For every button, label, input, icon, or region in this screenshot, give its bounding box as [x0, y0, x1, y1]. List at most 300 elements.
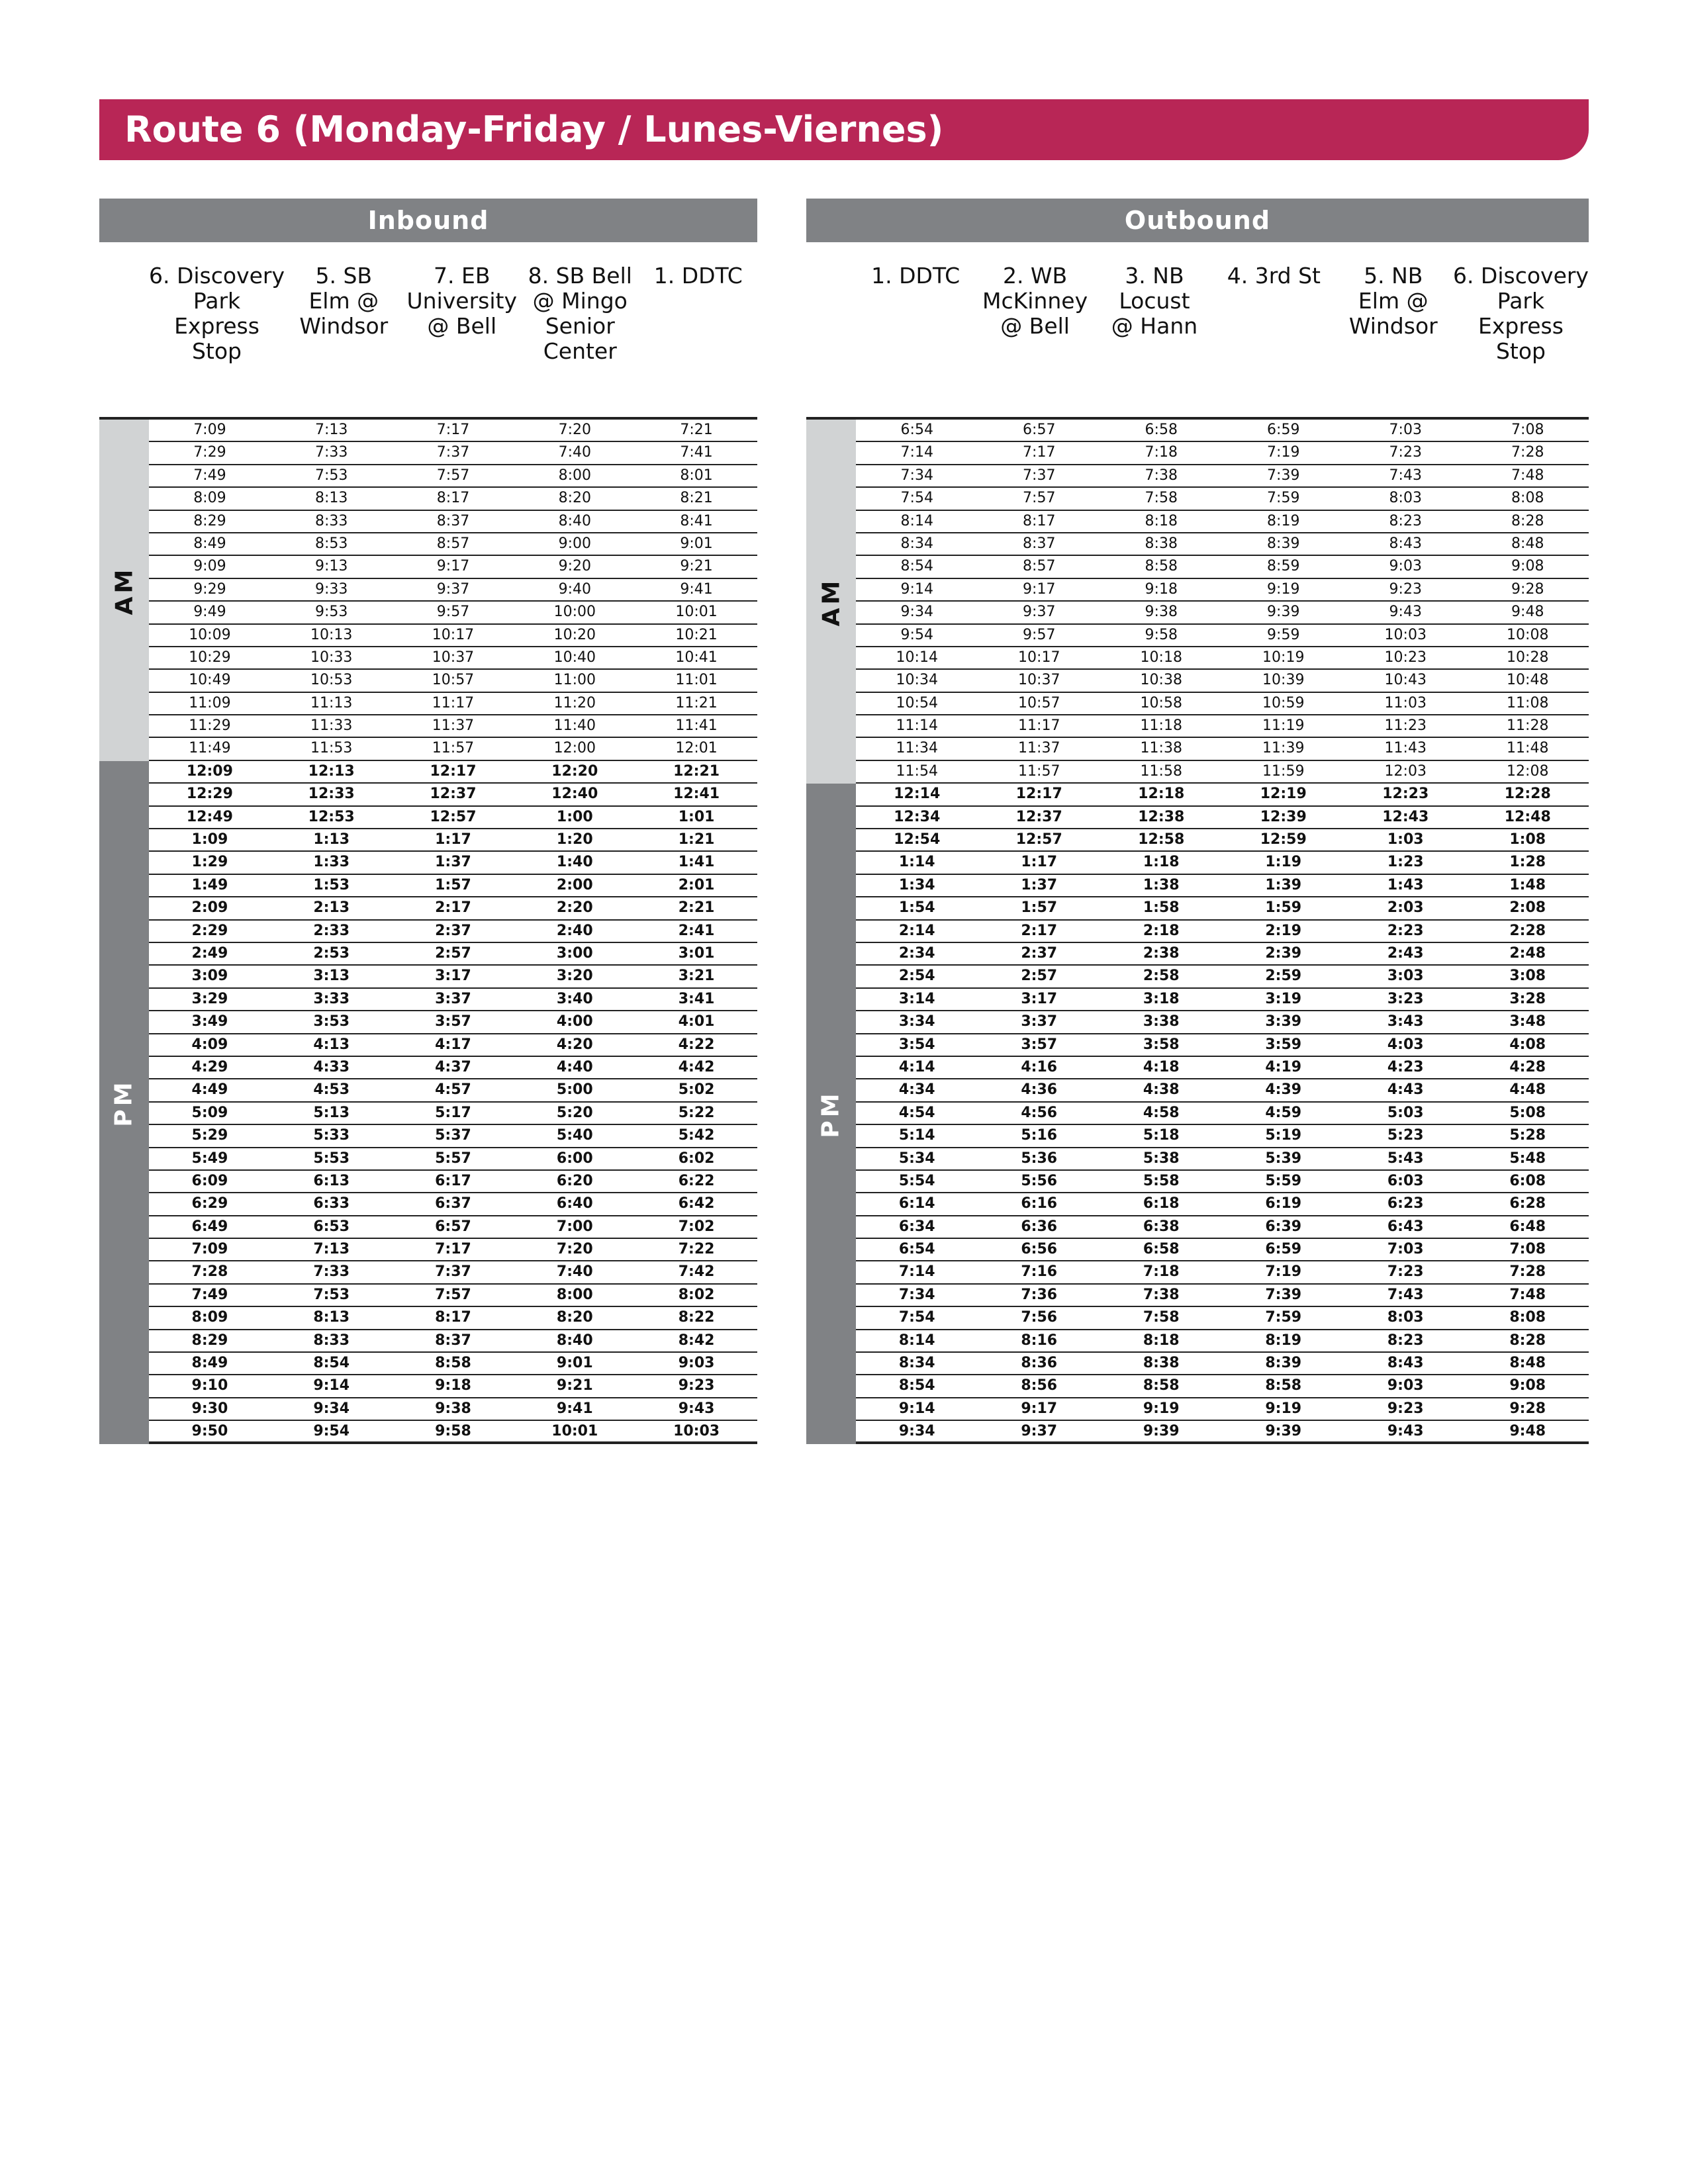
- time-cell: 3:01: [678, 944, 715, 962]
- time-cell: 9:54: [313, 1423, 350, 1440]
- time-cell: 8:13: [313, 1309, 350, 1326]
- trip-row: [856, 875, 1589, 897]
- time-cell: 5:42: [678, 1127, 715, 1144]
- time-cell: 8:20: [558, 490, 591, 507]
- time-cell: 4:53: [313, 1081, 350, 1099]
- time-cell: 11:17: [432, 694, 475, 711]
- time-cell: 8:28: [1509, 1332, 1546, 1349]
- time-cell: 8:54: [900, 558, 933, 575]
- time-cell: 7:28: [1509, 1263, 1546, 1281]
- trip-row: [856, 1171, 1589, 1193]
- time-cell: 4:33: [313, 1058, 350, 1075]
- time-cell: 1:19: [1265, 854, 1302, 871]
- stop-header-line: Stop: [191, 338, 242, 364]
- trip-row: [149, 943, 757, 966]
- time-cell: 5:16: [1021, 1127, 1058, 1144]
- inbound-rows: [149, 420, 757, 1444]
- trip-row: [856, 1285, 1589, 1307]
- time-cell: 9:57: [1023, 626, 1056, 643]
- time-cell: 8:21: [680, 490, 713, 507]
- trip-row: [149, 761, 757, 784]
- time-cell: 4:14: [898, 1058, 935, 1075]
- trip-row: [856, 921, 1589, 943]
- trip-row: [149, 829, 757, 852]
- inbound-pm-label: PM: [99, 761, 149, 1444]
- trip-row: [856, 943, 1589, 966]
- time-cell: 10:00: [553, 604, 596, 621]
- trip-row: [856, 1421, 1589, 1443]
- time-cell: 5:43: [1387, 1150, 1424, 1167]
- time-cell: 7:56: [1021, 1309, 1058, 1326]
- time-cell: 10:03: [1384, 626, 1427, 643]
- time-cell: 10:08: [1507, 626, 1549, 643]
- time-cell: 8:39: [1265, 1355, 1302, 1372]
- time-cell: 5:02: [678, 1081, 715, 1099]
- time-cell: 10:38: [1140, 672, 1182, 689]
- time-cell: 1:54: [898, 899, 935, 917]
- time-cell: 10:19: [1262, 649, 1305, 666]
- stop-header-line: 6. Discovery: [149, 263, 285, 289]
- stop-header: [1334, 263, 1453, 417]
- time-cell: 4:54: [898, 1104, 935, 1121]
- time-cell: 6:00: [556, 1150, 593, 1167]
- time-cell: 10:33: [310, 649, 353, 666]
- time-cell: 7:08: [1509, 1241, 1546, 1258]
- trip-row: [149, 875, 757, 897]
- trip-row: [856, 647, 1589, 670]
- time-cell: 7:02: [678, 1218, 715, 1235]
- time-cell: 6:02: [678, 1150, 715, 1167]
- time-cell: 9:14: [900, 580, 933, 598]
- time-cell: 7:57: [435, 1286, 471, 1303]
- time-cell: 7:57: [436, 467, 470, 484]
- time-cell: 3:21: [678, 968, 715, 985]
- time-cell: 1:39: [1265, 876, 1302, 893]
- stop-header: [1453, 263, 1589, 417]
- time-cell: 7:37: [435, 1263, 471, 1281]
- time-cell: 9:10: [191, 1377, 228, 1394]
- time-cell: 7:09: [191, 1241, 228, 1258]
- trip-row: [149, 465, 757, 488]
- time-cell: 5:08: [1509, 1104, 1546, 1121]
- time-cell: 4:16: [1021, 1058, 1058, 1075]
- time-cell: 1:43: [1387, 876, 1424, 893]
- time-cell: 11:57: [432, 740, 475, 757]
- trip-row: [149, 784, 757, 806]
- stop-header-line: @ Mingo: [532, 288, 628, 314]
- time-cell: 2:37: [1021, 944, 1058, 962]
- time-cell: 8:33: [313, 1332, 350, 1349]
- time-cell: 12:38: [1138, 808, 1185, 825]
- trip-row: [149, 1353, 757, 1375]
- time-cell: 3:48: [1509, 1013, 1546, 1030]
- time-cell: 11:21: [675, 694, 718, 711]
- time-cell: 4:13: [313, 1036, 350, 1053]
- stop-header-line: Senior: [545, 313, 615, 339]
- time-cell: 1:38: [1143, 876, 1180, 893]
- time-cell: 10:49: [189, 672, 231, 689]
- trip-row: [149, 989, 757, 1011]
- trip-row: [856, 1353, 1589, 1375]
- time-cell: 9:29: [193, 580, 226, 598]
- time-cell: 5:48: [1509, 1150, 1546, 1167]
- time-cell: 1:21: [678, 831, 715, 848]
- time-cell: 2:13: [313, 899, 350, 917]
- time-cell: 10:57: [432, 672, 475, 689]
- time-cell: 11:41: [675, 717, 718, 735]
- time-cell: 8:37: [436, 512, 470, 529]
- time-cell: 11:43: [1384, 740, 1427, 757]
- trip-row: [149, 1034, 757, 1057]
- time-cell: 3:17: [435, 968, 471, 985]
- time-cell: 7:18: [1143, 1263, 1180, 1281]
- time-cell: 11:14: [896, 717, 938, 735]
- time-cell: 2:17: [435, 899, 471, 917]
- stop-header-line: Park: [1497, 288, 1545, 314]
- time-cell: 9:59: [1267, 626, 1300, 643]
- trip-row: [149, 1079, 757, 1102]
- time-cell: 2:53: [313, 944, 350, 962]
- time-cell: 9:23: [678, 1377, 715, 1394]
- trip-row: [149, 1011, 757, 1034]
- time-cell: 3:09: [191, 968, 228, 985]
- trip-row: [856, 784, 1589, 806]
- trip-row: [149, 852, 757, 874]
- time-cell: 6:53: [313, 1218, 350, 1235]
- time-cell: 10:18: [1140, 649, 1182, 666]
- time-cell: 7:33: [314, 444, 348, 461]
- time-cell: 11:40: [553, 717, 596, 735]
- time-cell: 8:28: [1511, 512, 1544, 529]
- time-cell: 8:14: [900, 512, 933, 529]
- time-cell: 2:49: [191, 944, 228, 962]
- time-cell: 2:40: [556, 922, 593, 939]
- time-cell: 9:49: [193, 604, 226, 621]
- stop-header: [1214, 263, 1333, 417]
- stop-header-line: 1. DDTC: [653, 263, 743, 289]
- time-cell: 12:59: [1260, 831, 1307, 848]
- time-cell: 10:59: [1262, 694, 1305, 711]
- time-cell: 5:13: [313, 1104, 350, 1121]
- time-cell: 4:17: [435, 1036, 471, 1053]
- time-cell: 3:29: [191, 990, 228, 1007]
- time-cell: 1:53: [313, 876, 350, 893]
- time-cell: 4:58: [1143, 1104, 1180, 1121]
- trip-row: [149, 921, 757, 943]
- trip-row: [856, 1398, 1589, 1421]
- time-cell: 10:21: [675, 626, 718, 643]
- time-cell: 9:38: [1145, 604, 1178, 621]
- time-cell: 12:17: [430, 762, 477, 780]
- time-cell: 9:39: [1143, 1423, 1180, 1440]
- time-cell: 5:23: [1387, 1127, 1424, 1144]
- time-cell: 9:20: [558, 558, 591, 575]
- time-cell: 6:54: [900, 422, 933, 438]
- time-cell: 7:23: [1389, 444, 1422, 461]
- time-cell: 5:19: [1265, 1127, 1302, 1144]
- time-cell: 9:03: [678, 1355, 715, 1372]
- time-cell: 3:17: [1021, 990, 1058, 1007]
- time-cell: 3:43: [1387, 1013, 1424, 1030]
- time-cell: 10:23: [1384, 649, 1427, 666]
- time-cell: 1:09: [191, 831, 228, 848]
- time-cell: 7:28: [1511, 444, 1544, 461]
- time-cell: 9:14: [898, 1400, 935, 1417]
- time-cell: 12:40: [551, 786, 598, 803]
- time-cell: 7:37: [436, 444, 470, 461]
- time-cell: 2:58: [1143, 968, 1180, 985]
- time-cell: 8:48: [1509, 1355, 1546, 1372]
- time-cell: 1:03: [1387, 831, 1424, 848]
- time-cell: 9:48: [1509, 1423, 1546, 1440]
- time-cell: 3:54: [898, 1036, 935, 1053]
- time-cell: 10:01: [551, 1423, 598, 1440]
- time-cell: 3:03: [1387, 968, 1424, 985]
- time-cell: 6:03: [1387, 1172, 1424, 1189]
- time-cell: 8:13: [314, 490, 348, 507]
- time-cell: 5:38: [1143, 1150, 1180, 1167]
- time-cell: 10:58: [1140, 694, 1182, 711]
- time-cell: 8:16: [1021, 1332, 1058, 1349]
- time-cell: 11:19: [1262, 717, 1305, 735]
- time-cell: 6:34: [898, 1218, 935, 1235]
- time-cell: 2:08: [1509, 899, 1546, 917]
- time-cell: 7:42: [678, 1263, 715, 1281]
- time-cell: 6:09: [191, 1172, 228, 1189]
- time-cell: 1:40: [556, 854, 593, 871]
- outbound-pm-label: PM: [806, 784, 856, 1444]
- time-cell: 11:23: [1384, 717, 1427, 735]
- trip-row: [149, 420, 757, 442]
- time-cell: 7:20: [558, 422, 591, 438]
- time-cell: 8:38: [1143, 1355, 1180, 1372]
- time-cell: 10:57: [1018, 694, 1060, 711]
- trip-row: [856, 852, 1589, 874]
- time-cell: 9:17: [1023, 580, 1056, 598]
- time-cell: 2:33: [313, 922, 350, 939]
- time-cell: 2:03: [1387, 899, 1424, 917]
- time-cell: 1:33: [313, 854, 350, 871]
- trip-row: [856, 556, 1589, 578]
- time-cell: 8:14: [898, 1332, 935, 1349]
- time-cell: 9:34: [313, 1400, 350, 1417]
- time-cell: 2:19: [1265, 922, 1302, 939]
- time-cell: 6:56: [1021, 1241, 1058, 1258]
- time-cell: 9:37: [1023, 604, 1056, 621]
- time-cell: 11:37: [1018, 740, 1060, 757]
- time-cell: 8:03: [1387, 1309, 1424, 1326]
- time-cell: 9:08: [1509, 1377, 1546, 1394]
- trip-row: [856, 1125, 1589, 1148]
- time-cell: 2:39: [1265, 944, 1302, 962]
- time-cell: 12:29: [186, 786, 233, 803]
- time-cell: 9:33: [314, 580, 348, 598]
- time-cell: 3:28: [1509, 990, 1546, 1007]
- time-cell: 3:38: [1143, 1013, 1180, 1030]
- time-cell: 9:39: [1265, 1423, 1302, 1440]
- time-cell: 11:49: [189, 740, 231, 757]
- trip-row: [856, 1103, 1589, 1125]
- time-cell: 1:49: [191, 876, 228, 893]
- time-cell: 3:59: [1265, 1036, 1302, 1053]
- time-cell: 8:09: [191, 1309, 228, 1326]
- time-cell: 9:17: [436, 558, 470, 575]
- trip-row: [149, 1125, 757, 1148]
- time-cell: 6:16: [1021, 1195, 1058, 1212]
- time-cell: 11:03: [1384, 694, 1427, 711]
- time-cell: 1:20: [556, 831, 593, 848]
- time-cell: 3:00: [556, 944, 593, 962]
- time-cell: 12:41: [673, 786, 720, 803]
- time-cell: 6:38: [1143, 1218, 1180, 1235]
- time-cell: 6:17: [435, 1172, 471, 1189]
- time-cell: 4:28: [1509, 1058, 1546, 1075]
- time-cell: 7:43: [1389, 467, 1422, 484]
- time-cell: 8:40: [558, 512, 591, 529]
- time-cell: 5:22: [678, 1104, 715, 1121]
- time-cell: 8:48: [1511, 535, 1544, 552]
- time-cell: 12:49: [186, 808, 233, 825]
- time-cell: 9:30: [191, 1400, 228, 1417]
- stop-header-line: @ Bell: [427, 313, 497, 339]
- trip-row: [856, 1216, 1589, 1239]
- time-cell: 7:54: [898, 1309, 935, 1326]
- stop-header-line: 7. EB: [434, 263, 491, 289]
- time-cell: 5:59: [1265, 1172, 1302, 1189]
- stop-header-line: University: [406, 288, 517, 314]
- time-cell: 7:48: [1509, 1286, 1546, 1303]
- trip-row: [149, 602, 757, 624]
- time-cell: 11:18: [1140, 717, 1182, 735]
- time-cell: 6:37: [435, 1195, 471, 1212]
- time-cell: 7:38: [1143, 1286, 1180, 1303]
- stop-header-line: 2. WB: [1002, 263, 1068, 289]
- time-cell: 7:00: [556, 1218, 593, 1235]
- time-cell: 11:29: [189, 717, 231, 735]
- time-cell: 3:57: [1021, 1036, 1058, 1053]
- time-cell: 1:08: [1509, 831, 1546, 848]
- time-cell: 7:14: [900, 444, 933, 461]
- time-cell: 5:00: [556, 1081, 593, 1099]
- time-cell: 9:58: [435, 1423, 471, 1440]
- time-cell: 7:54: [900, 490, 933, 507]
- time-cell: 12:03: [1384, 762, 1427, 780]
- trip-row: [149, 1285, 757, 1307]
- trip-row: [856, 1307, 1589, 1330]
- time-cell: 2:48: [1509, 944, 1546, 962]
- time-cell: 2:34: [898, 944, 935, 962]
- time-cell: 12:08: [1507, 762, 1549, 780]
- time-cell: 8:19: [1265, 1332, 1302, 1349]
- time-cell: 11:54: [896, 762, 938, 780]
- time-cell: 3:19: [1265, 990, 1302, 1007]
- stop-header-line: Center: [543, 338, 617, 364]
- time-cell: 2:23: [1387, 922, 1424, 939]
- time-cell: 6:23: [1387, 1195, 1424, 1212]
- time-cell: 5:49: [191, 1150, 228, 1167]
- time-cell: 7:58: [1145, 490, 1178, 507]
- time-cell: 4:56: [1021, 1104, 1058, 1121]
- time-cell: 8:37: [435, 1332, 471, 1349]
- time-cell: 2:01: [678, 876, 715, 893]
- outbound-timetable: [806, 420, 1589, 1444]
- time-cell: 3:08: [1509, 968, 1546, 985]
- time-cell: 6:59: [1265, 1241, 1302, 1258]
- stop-header: [1095, 263, 1214, 417]
- time-cell: 8:09: [193, 490, 226, 507]
- time-cell: 7:34: [900, 467, 933, 484]
- time-cell: 6:36: [1021, 1218, 1058, 1235]
- time-cell: 4:00: [556, 1013, 593, 1030]
- time-cell: 5:09: [191, 1104, 228, 1121]
- time-cell: 5:33: [313, 1127, 350, 1144]
- time-cell: 9:03: [1389, 558, 1422, 575]
- time-cell: 4:03: [1387, 1036, 1424, 1053]
- stop-header-line: Elm @: [1358, 288, 1429, 314]
- time-cell: 8:08: [1511, 490, 1544, 507]
- time-cell: 2:41: [678, 922, 715, 939]
- time-cell: 7:36: [1021, 1286, 1058, 1303]
- time-cell: 7:41: [680, 444, 713, 461]
- time-cell: 10:14: [896, 649, 938, 666]
- time-cell: 2:29: [191, 922, 228, 939]
- trip-row: [149, 1398, 757, 1421]
- time-cell: 9:48: [1511, 604, 1544, 621]
- time-cell: 10:17: [432, 626, 475, 643]
- time-cell: 5:54: [898, 1172, 935, 1189]
- time-cell: 1:37: [1021, 876, 1058, 893]
- time-cell: 1:18: [1143, 854, 1180, 871]
- time-cell: 10:34: [896, 672, 938, 689]
- trip-row: [856, 829, 1589, 852]
- time-cell: 9:13: [314, 558, 348, 575]
- time-cell: 12:33: [308, 786, 355, 803]
- time-cell: 3:40: [556, 990, 593, 1007]
- trip-row: [856, 1375, 1589, 1398]
- time-cell: 7:09: [193, 422, 226, 438]
- time-cell: 1:17: [1021, 854, 1058, 871]
- time-cell: 9:50: [191, 1423, 228, 1440]
- time-cell: 8:49: [191, 1355, 228, 1372]
- time-cell: 2:18: [1143, 922, 1180, 939]
- time-cell: 9:18: [1145, 580, 1178, 598]
- time-cell: 7:17: [436, 422, 470, 438]
- time-cell: 4:43: [1387, 1081, 1424, 1099]
- time-cell: 5:03: [1387, 1104, 1424, 1121]
- trip-row: [856, 625, 1589, 647]
- time-cell: 6:39: [1265, 1218, 1302, 1235]
- time-cell: 8:39: [1267, 535, 1300, 552]
- time-cell: 3:20: [556, 968, 593, 985]
- trip-row: [149, 1057, 757, 1079]
- time-cell: 9:54: [900, 626, 933, 643]
- time-cell: 3:14: [898, 990, 935, 1007]
- time-cell: 6:48: [1509, 1218, 1546, 1235]
- time-cell: 9:21: [556, 1377, 593, 1394]
- time-cell: 6:57: [435, 1218, 471, 1235]
- time-cell: 6:58: [1143, 1241, 1180, 1258]
- trip-row: [149, 966, 757, 988]
- time-cell: 8:29: [193, 512, 226, 529]
- stop-header-line: 1. DDTC: [871, 263, 961, 289]
- stop-header-line: @ Hann: [1111, 313, 1198, 339]
- time-cell: 5:18: [1143, 1127, 1180, 1144]
- trip-row: [856, 1057, 1589, 1079]
- time-cell: 7:34: [898, 1286, 935, 1303]
- time-cell: 11:53: [310, 740, 353, 757]
- time-cell: 4:48: [1509, 1081, 1546, 1099]
- time-cell: 5:53: [313, 1150, 350, 1167]
